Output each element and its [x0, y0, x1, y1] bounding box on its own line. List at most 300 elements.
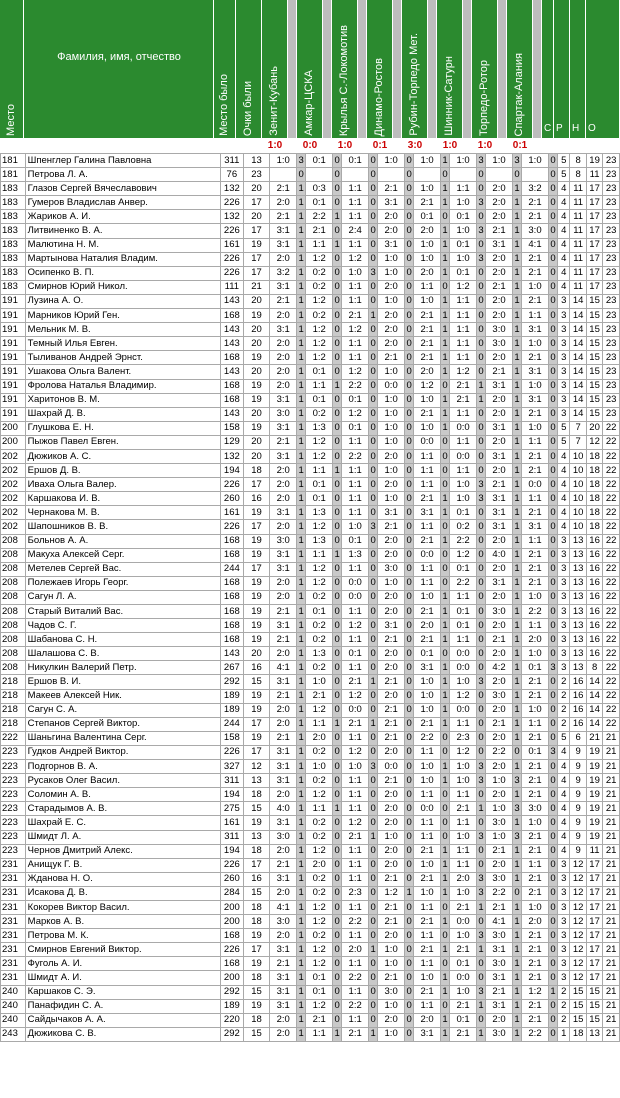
stat-cell: 22 — [603, 478, 620, 492]
stat-cell: 4 — [558, 802, 570, 816]
place-cell: 202 — [1, 520, 26, 534]
points-cell: 0 — [369, 788, 378, 802]
points-cell: 0 — [404, 675, 413, 689]
prediction-cell: 2:2 — [306, 210, 333, 224]
prediction-cell: 1:0 — [450, 774, 477, 788]
table-row — [1, 365, 620, 379]
points-cell: 1 — [297, 703, 306, 717]
stat-cell: 1 — [558, 1027, 570, 1041]
points-cell: 0 — [404, 844, 413, 858]
prediction-cell: 0:0 — [450, 647, 477, 661]
table-row — [1, 929, 620, 943]
points-cell: 0 — [404, 168, 413, 182]
points-cell: 1 — [297, 365, 306, 379]
place-cell: 231 — [1, 886, 26, 900]
points-cell: 0 — [548, 464, 557, 478]
prediction-cell: 3:1 — [270, 562, 297, 576]
was-place-cell: 158 — [221, 421, 244, 435]
points-cell: 3 — [369, 760, 378, 774]
stat-cell: 3 — [558, 858, 570, 872]
points-cell: 1 — [512, 760, 521, 774]
stat-cell: 2 — [558, 1013, 570, 1027]
prediction-cell: 2:0 — [486, 210, 513, 224]
stat-cell: 16 — [586, 605, 602, 619]
prediction-cell: 2:1 — [342, 675, 369, 689]
points-cell: 1 — [548, 985, 557, 999]
prediction-cell: 2:0 — [378, 449, 405, 463]
points-cell: 1 — [440, 534, 449, 548]
prediction-cell: 1:0 — [342, 760, 369, 774]
points-cell: 3 — [476, 224, 485, 238]
points-cell: 0 — [333, 745, 342, 759]
place-cell: 223 — [1, 774, 26, 788]
points-cell: 0 — [404, 210, 413, 224]
was-place-cell: 168 — [221, 534, 244, 548]
stat-cell: 21 — [603, 844, 620, 858]
points-cell: 0 — [369, 196, 378, 210]
points-cell: 1 — [512, 633, 521, 647]
prediction-cell: 2:0 — [378, 224, 405, 238]
points-cell: 3 — [476, 872, 485, 886]
stat-cell: 17 — [586, 210, 602, 224]
prediction-cell: 3:0 — [486, 872, 513, 886]
prediction-cell: 4:0 — [270, 802, 297, 816]
prediction-cell: 2:1 — [270, 858, 297, 872]
prediction-cell: 1:2 — [306, 900, 333, 914]
place-cell: 223 — [1, 745, 26, 759]
points-cell: 0 — [548, 196, 557, 210]
points-cell: 1 — [512, 900, 521, 914]
stat-cell: 4 — [558, 760, 570, 774]
place-cell: 222 — [1, 731, 26, 745]
name-cell: Полежаев Игорь Георг. — [25, 576, 220, 590]
table-row — [1, 731, 620, 745]
place-cell: 243 — [1, 1027, 26, 1041]
points-cell: 0 — [333, 788, 342, 802]
points-cell: 1 — [476, 802, 485, 816]
prediction-cell: 3:0 — [270, 915, 297, 929]
prediction-cell: 2:1 — [522, 196, 549, 210]
points-cell: 0 — [404, 323, 413, 337]
was-place-cell: 226 — [221, 943, 244, 957]
points-cell: 0 — [333, 168, 342, 182]
points-cell: 0 — [548, 957, 557, 971]
points-cell: 0 — [548, 168, 557, 182]
prediction-cell: 2:1 — [522, 830, 549, 844]
table-row — [1, 520, 620, 534]
prediction-cell: 1:1 — [522, 309, 549, 323]
points-cell: 1 — [297, 915, 306, 929]
place-header-label: Место — [5, 104, 17, 136]
points-cell: 0 — [440, 435, 449, 449]
table-row — [1, 788, 620, 802]
stat-cell: 16 — [570, 717, 586, 731]
table-row — [1, 337, 620, 351]
prediction-cell — [306, 168, 333, 182]
name-cell: Больнов А. А. — [25, 534, 220, 548]
points-cell: 1 — [512, 182, 521, 196]
stat-header-1 — [542, 0, 554, 138]
prediction-cell: 3:1 — [270, 449, 297, 463]
prediction-cell: 1:1 — [414, 464, 441, 478]
points-cell: 1 — [297, 717, 306, 731]
prediction-cell: 1:1 — [342, 238, 369, 252]
points-cell: 1 — [297, 238, 306, 252]
points-cell: 1 — [440, 661, 449, 675]
points-cell: 0 — [476, 562, 485, 576]
points-cell: 0 — [476, 182, 485, 196]
stat-cell: 14 — [570, 407, 586, 421]
name-cell: Шахрай Д. В. — [25, 407, 220, 421]
points-cell: 0 — [548, 266, 557, 280]
points-cell: 0 — [440, 168, 449, 182]
points-cell: 1 — [297, 379, 306, 393]
points-cell: 0 — [369, 745, 378, 759]
points-cell: 3 — [476, 985, 485, 999]
was-points-cell: 23 — [243, 168, 270, 182]
table-row — [1, 605, 620, 619]
points-cell: 0 — [333, 774, 342, 788]
prediction-cell: 2:1 — [522, 294, 549, 308]
prediction-cell: 1:0 — [450, 154, 477, 168]
points-cell: 1 — [440, 717, 449, 731]
prediction-cell: 1:1 — [414, 999, 441, 1013]
points-cell: 0 — [548, 900, 557, 914]
was-place-cell: 111 — [221, 280, 244, 294]
name-cell: Осипенко В. П. — [25, 266, 220, 280]
points-cell: 0 — [333, 196, 342, 210]
points-cell: 1 — [476, 1027, 485, 1041]
points-cell: 0 — [548, 788, 557, 802]
stat-cell: 3 — [558, 407, 570, 421]
points-cell: 0 — [440, 999, 449, 1013]
points-cell: 1 — [297, 407, 306, 421]
was-place-cell: 244 — [221, 562, 244, 576]
stat-cell: 9 — [570, 816, 586, 830]
match-header-label: Рубин-Торпедо Мет. — [408, 33, 420, 136]
was-points-cell: 19 — [243, 393, 270, 407]
table-row — [1, 210, 620, 224]
table-row — [1, 830, 620, 844]
prediction-cell: 3:1 — [378, 506, 405, 520]
points-cell: 1 — [297, 478, 306, 492]
prediction-cell: 2:0 — [270, 520, 297, 534]
points-cell: 0 — [404, 929, 413, 943]
table-row — [1, 252, 620, 266]
stat-cell: 10 — [570, 520, 586, 534]
prediction-cell: 0:0 — [450, 661, 477, 675]
points-cell: 0 — [548, 830, 557, 844]
points-cell: 1 — [297, 872, 306, 886]
points-cell: 0 — [476, 365, 485, 379]
points-cell: 1 — [440, 590, 449, 604]
name-cell: Шпенглер Галина Павловна — [25, 154, 220, 168]
points-cell: 0 — [333, 309, 342, 323]
stat-cell: 17 — [586, 266, 602, 280]
prediction-cell: 2:0 — [270, 590, 297, 604]
prediction-cell: 1:1 — [450, 816, 477, 830]
points-cell: 0 — [404, 745, 413, 759]
match-header-label: Шинник-Сатурн — [443, 56, 455, 136]
points-cell: 0 — [404, 478, 413, 492]
points-cell: 1 — [440, 844, 449, 858]
prediction-cell: 1:0 — [522, 379, 549, 393]
points-cell: 1 — [512, 266, 521, 280]
was-place-cell: 143 — [221, 323, 244, 337]
prediction-cell: 2:1 — [450, 1027, 477, 1041]
match-header-label: Крылья С.-Локомотив — [338, 24, 350, 136]
place-cell: 191 — [1, 365, 26, 379]
prediction-cell: 3:1 — [522, 323, 549, 337]
name-cell: Шабанова С. Н. — [25, 633, 220, 647]
was-points-cell: 18 — [243, 844, 270, 858]
prediction-cell: 2:2 — [414, 731, 441, 745]
points-cell: 1 — [333, 379, 342, 393]
stat-cell: 17 — [586, 238, 602, 252]
name-cell: Каршакова И. В. — [25, 492, 220, 506]
stat-cell: 23 — [603, 323, 620, 337]
table-row — [1, 647, 620, 661]
points-cell: 0 — [404, 182, 413, 196]
prediction-cell: 2:1 — [522, 872, 549, 886]
prediction-cell: 1:0 — [450, 224, 477, 238]
stat-cell: 19 — [586, 802, 602, 816]
points-cell: 1 — [297, 210, 306, 224]
stat-cell: 11 — [570, 210, 586, 224]
table-row — [1, 379, 620, 393]
prediction-cell: 2:1 — [522, 252, 549, 266]
stat-cell: 12 — [570, 900, 586, 914]
prediction-cell: 3:1 — [414, 661, 441, 675]
stat-cell: 3 — [558, 971, 570, 985]
prediction-cell: 1:0 — [414, 886, 441, 900]
prediction-cell: 2:2 — [342, 915, 369, 929]
stat-cell: 12 — [570, 971, 586, 985]
prediction-cell: 2:0 — [486, 294, 513, 308]
points-cell: 0 — [476, 280, 485, 294]
prediction-cell: 0:1 — [306, 971, 333, 985]
place-cell: 202 — [1, 449, 26, 463]
stat-cell: 23 — [603, 154, 620, 168]
points-cell: 0 — [297, 168, 306, 182]
points-cell: 0 — [333, 280, 342, 294]
prediction-cell: 0:1 — [342, 421, 369, 435]
match-header-6 — [437, 0, 463, 138]
prediction-cell: 1:0 — [450, 492, 477, 506]
prediction-cell: 2:1 — [414, 492, 441, 506]
points-cell: 1 — [512, 548, 521, 562]
prediction-cell: 2:1 — [522, 760, 549, 774]
prediction-cell: 1:0 — [450, 478, 477, 492]
prediction-cell: 1:2 — [306, 337, 333, 351]
match-results-row — [0, 139, 620, 153]
prediction-cell: 1:1 — [342, 196, 369, 210]
prediction-cell: 2:1 — [522, 1013, 549, 1027]
points-cell: 0 — [333, 323, 342, 337]
stat-cell: 15 — [586, 407, 602, 421]
prediction-cell: 1:0 — [414, 703, 441, 717]
prediction-cell: 1:1 — [450, 351, 477, 365]
stat-cell: 23 — [603, 294, 620, 308]
points-cell: 1 — [512, 915, 521, 929]
prediction-cell: 1:2 — [306, 449, 333, 463]
points-cell: 1 — [440, 294, 449, 308]
points-cell: 0 — [548, 886, 557, 900]
stat-cell: 5 — [558, 731, 570, 745]
points-cell: 0 — [404, 633, 413, 647]
prediction-cell: 2:1 — [486, 985, 513, 999]
points-cell: 1 — [297, 675, 306, 689]
prediction-cell: 1:1 — [450, 717, 477, 731]
stat-cell: 22 — [603, 619, 620, 633]
prediction-cell: 1:1 — [342, 435, 369, 449]
points-cell: 0 — [333, 562, 342, 576]
points-cell: 0 — [548, 605, 557, 619]
points-cell: 0 — [440, 379, 449, 393]
points-cell: 1 — [512, 365, 521, 379]
points-cell: 0 — [369, 731, 378, 745]
prediction-cell: 1:2 — [450, 745, 477, 759]
place-cell: 183 — [1, 196, 26, 210]
fio-header-label: Фамилия, имя, отчество — [57, 51, 181, 63]
stat-cell: 14 — [570, 323, 586, 337]
was-place-cell: 143 — [221, 647, 244, 661]
stat-cell: 22 — [603, 633, 620, 647]
stat-cell: 4 — [558, 182, 570, 196]
stat-cell: 4 — [558, 774, 570, 788]
stat-cell: 21 — [603, 872, 620, 886]
name-cell: Ушакова Ольга Валент. — [25, 365, 220, 379]
was-place-cell: 161 — [221, 238, 244, 252]
prediction-cell: 1:0 — [414, 760, 441, 774]
points-cell: 0 — [369, 464, 378, 478]
stat-cell: 4 — [558, 464, 570, 478]
stat-cell: 21 — [603, 745, 620, 759]
points-cell: 0 — [476, 407, 485, 421]
points-cell: 1 — [512, 1013, 521, 1027]
stat-cell: 18 — [586, 449, 602, 463]
prediction-cell: 1:2 — [378, 886, 405, 900]
points-cell: 3 — [512, 802, 521, 816]
points-cell: 1 — [512, 943, 521, 957]
prediction-cell: 1:2 — [306, 915, 333, 929]
points-cell: 0 — [548, 816, 557, 830]
stat-cell: 17 — [586, 915, 602, 929]
prediction-cell: 1:1 — [522, 619, 549, 633]
points-cell: 0 — [369, 365, 378, 379]
was-points-cell: 19 — [243, 534, 270, 548]
prediction-cell: 2:2 — [486, 745, 513, 759]
stat-cell: 18 — [586, 506, 602, 520]
table-row — [1, 421, 620, 435]
table-row — [1, 449, 620, 463]
was-place-cell: 143 — [221, 407, 244, 421]
points-cell: 1 — [369, 675, 378, 689]
prediction-cell: 2:1 — [378, 971, 405, 985]
points-cell: 1 — [297, 605, 306, 619]
points-cell: 0 — [369, 252, 378, 266]
points-cell: 0 — [476, 703, 485, 717]
prediction-cell: 0:0 — [414, 802, 441, 816]
prediction-cell: 1:0 — [414, 421, 441, 435]
points-cell: 0 — [369, 858, 378, 872]
points-cell: 0 — [404, 379, 413, 393]
points-cell: 1 — [297, 647, 306, 661]
was-place-cell: 76 — [221, 168, 244, 182]
prediction-cell: 0:0 — [522, 478, 549, 492]
stat-cell: 21 — [603, 1013, 620, 1027]
points-cell: 0 — [404, 238, 413, 252]
prediction-cell: 1:0 — [414, 675, 441, 689]
prediction-cell: 2:0 — [486, 407, 513, 421]
prediction-cell: 2:1 — [270, 182, 297, 196]
stat-cell: 2 — [558, 985, 570, 999]
place-cell: 191 — [1, 351, 26, 365]
was-points-cell: 17 — [243, 266, 270, 280]
was-place-cell: 267 — [221, 661, 244, 675]
place-cell: 183 — [1, 280, 26, 294]
prediction-cell: 1:0 — [450, 886, 477, 900]
points-cell: 0 — [476, 661, 485, 675]
prediction-cell: 2:1 — [450, 393, 477, 407]
prediction-cell: 2:0 — [486, 464, 513, 478]
points-cell: 0 — [404, 703, 413, 717]
place-cell: 191 — [1, 379, 26, 393]
name-cell: Сагун Л. А. — [25, 590, 220, 604]
points-cell: 1 — [512, 224, 521, 238]
table-row — [1, 224, 620, 238]
prediction-cell: 2:1 — [378, 900, 405, 914]
points-cell: 1 — [476, 900, 485, 914]
points-cell: 0 — [333, 294, 342, 308]
points-cell: 1 — [297, 731, 306, 745]
points-cell: 0 — [548, 943, 557, 957]
points-cell: 1 — [512, 421, 521, 435]
stat-header-3 — [570, 0, 586, 138]
prediction-cell: 1:1 — [342, 661, 369, 675]
prediction-cell: 2:1 — [522, 576, 549, 590]
points-cell: 3 — [297, 154, 306, 168]
points-cell: 1 — [440, 872, 449, 886]
points-cell: 0 — [369, 590, 378, 604]
prediction-cell: 2:0 — [270, 1013, 297, 1027]
name-cell: Сагун С. А. — [25, 703, 220, 717]
points-cell: 0 — [369, 647, 378, 661]
was-points-cell: 17 — [243, 224, 270, 238]
points-cell: 0 — [404, 520, 413, 534]
stat-cell: 21 — [603, 999, 620, 1013]
prediction-cell: 0:1 — [306, 365, 333, 379]
points-cell: 1 — [297, 844, 306, 858]
prediction-cell: 2:0 — [378, 478, 405, 492]
stat-cell: 23 — [603, 210, 620, 224]
was-place-cell: 260 — [221, 492, 244, 506]
prediction-cell: 1:1 — [414, 745, 441, 759]
points-cell: 0 — [369, 492, 378, 506]
points-cell: 1 — [297, 619, 306, 633]
stat-cell: 16 — [570, 689, 586, 703]
points-cell: 0 — [333, 900, 342, 914]
prediction-cell: 1:0 — [522, 154, 549, 168]
points-cell: 1 — [512, 605, 521, 619]
was-points-cell: 19 — [243, 576, 270, 590]
prediction-cell: 1:1 — [306, 1027, 333, 1041]
prediction-cell: 2:0 — [486, 788, 513, 802]
points-cell: 0 — [404, 1027, 413, 1041]
prediction-cell: 2:0 — [270, 788, 297, 802]
prediction-cell: 2:1 — [414, 915, 441, 929]
stat-cell: 4 — [558, 224, 570, 238]
